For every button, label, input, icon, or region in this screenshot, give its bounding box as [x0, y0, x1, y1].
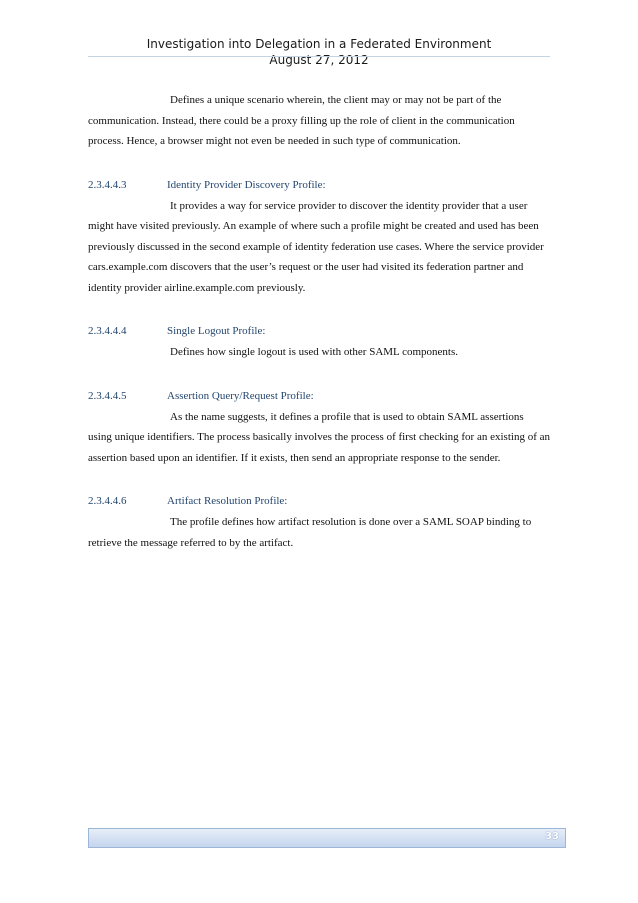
- section-title: Assertion Query/Request Profile:: [167, 389, 314, 402]
- section-number: 2.3.4.4.3: [88, 178, 127, 191]
- section-number: 2.3.4.4.5: [88, 389, 127, 402]
- intro-first-line: Defines a unique scenario wherein, the client may or may not be part of the: [170, 94, 502, 106]
- section-first-line: As the name suggests, it defines a profile that is used to obtain SAML assertions: [170, 410, 524, 423]
- section-first-line: It provides a way for service provider to discover the identity provider that a user: [170, 199, 528, 212]
- section-identity-provider-discovery: [88, 174, 550, 299]
- section-heading: [88, 385, 550, 407]
- page-header: [88, 36, 550, 68]
- section-rest: retrieve the message referred to by the artifact.: [88, 536, 294, 549]
- page-number: 33: [545, 831, 559, 842]
- section-first-line: Defines how single logout is used with other SAML components.: [170, 346, 459, 358]
- section-first-line: The profile defines how artifact resolution is done over a SAML SOAP binding to: [170, 516, 532, 528]
- section-number: 2.3.4.4.6: [88, 495, 127, 507]
- section-heading: [88, 490, 550, 512]
- section-paragraph: [88, 196, 550, 299]
- page-body: [88, 90, 550, 553]
- intro-paragraph: [88, 90, 550, 152]
- section-title: Identity Provider Discovery Profile:: [167, 178, 326, 191]
- document-date: August 27, 2012: [269, 53, 369, 67]
- page-footer: [88, 828, 566, 848]
- section-rest: might have visited previously. An example of where such a profile might be created and used has been previously discussed in the second example of identity federation use cases. Where the service provider cars.example.com discovers that the user’s request or the user had visited its federation partner and identity provider airline.example.com previously.: [88, 220, 544, 294]
- section-artifact-resolution: [88, 490, 550, 553]
- section-heading: [88, 174, 550, 196]
- section-single-logout: [88, 320, 550, 363]
- section-assertion-query-request: [88, 385, 550, 469]
- section-paragraph: [88, 407, 550, 469]
- section-title: Single Logout Profile:: [167, 325, 266, 337]
- section-heading: [88, 320, 550, 342]
- section-paragraph: [88, 342, 550, 363]
- section-title: Artifact Resolution Profile:: [167, 495, 288, 507]
- header-divider: [88, 56, 550, 57]
- section-paragraph: [88, 512, 550, 553]
- section-number: 2.3.4.4.4: [88, 325, 127, 337]
- intro-rest: communication. Instead, there could be a proxy filling up the role of client in the communication process. Hence, a browser might not even be needed in such type of communication.: [88, 114, 515, 147]
- document-title: Investigation into Delegation in a Federated Environment: [146, 37, 492, 51]
- section-rest: using unique identifiers. The process basically involves the process of first checking for an existing of an assertion based upon an identifier. If it exists, then send an appropriate response to the sender.: [88, 431, 550, 464]
